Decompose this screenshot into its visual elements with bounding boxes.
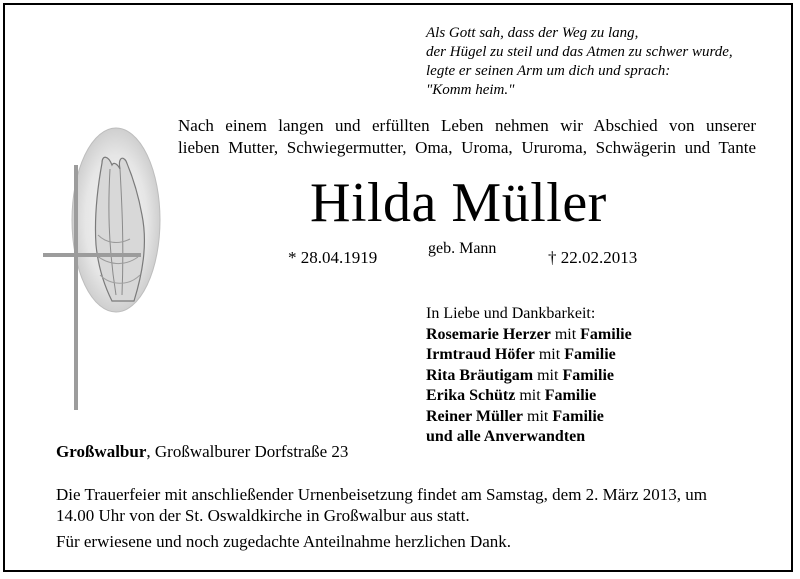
poem	[426, 24, 733, 100]
mourner-family: Familie	[580, 325, 632, 343]
mourner-family: Familie	[552, 407, 604, 425]
mourner-others	[426, 427, 632, 448]
intro-line: Nach einem langen und erfüllten Leben nehmen wir Abschied von unserer	[178, 116, 756, 135]
mourner-mit: mit	[515, 387, 545, 404]
deceased-name: Hilda Müller	[310, 172, 607, 234]
funeral-line: 14.00 Uhr von der St. Oswaldkirche in Großwalbur aus statt.	[56, 506, 470, 525]
intro-line: lieben Mutter, Schwiegermutter, Oma, Uroma, Ururoma, Schwägerin und Tante	[178, 138, 756, 157]
mourner-mit: mit	[533, 366, 563, 384]
mourner-others-text: und alle Anverwandten	[426, 428, 586, 445]
maiden-name: geb. Mann	[428, 240, 497, 257]
funeral-notice	[56, 484, 756, 526]
mourner-row	[426, 366, 632, 387]
praying-hands-artwork	[38, 125, 178, 415]
mourner-name: Rita Bräutigam	[426, 366, 534, 384]
death-date: † 22.02.2013	[548, 248, 638, 267]
mourner-row	[426, 407, 632, 428]
birth-date: * 28.04.1919	[288, 248, 378, 267]
address-street: , Großwalburer Dorfstraße 23	[146, 442, 349, 461]
mourners-heading: In Liebe und Dankbarkeit:	[426, 305, 596, 322]
mourner-mit: mit	[534, 346, 565, 363]
poem-line: Als Gott sah, dass der Weg zu lang,	[426, 25, 639, 41]
address-town: Großwalbur	[56, 442, 147, 461]
mourner-family: Familie	[544, 387, 597, 404]
poem-line: legte er seinen Arm um dich und sprach:	[426, 63, 671, 79]
poem-line: der Hügel zu steil und das Atmen zu schwer wurde,	[426, 44, 733, 60]
funeral-line: Die Trauerfeier mit anschließender Urnenbeisetzung findet am Samstag, dem 2. März 2013, um	[56, 485, 708, 504]
mourner-family: Familie	[564, 346, 616, 363]
mourner-name: Reiner Müller	[426, 407, 524, 425]
mourner-row	[426, 325, 632, 346]
mourner-row	[426, 345, 632, 366]
mourners-list	[426, 304, 632, 448]
mourner-name: Erika Schütz	[426, 387, 516, 404]
mourner-mit: mit	[523, 407, 553, 425]
address	[56, 442, 348, 462]
intro-text	[178, 115, 756, 159]
thanks-note: Für erwiesene und noch zugedachte Anteilnahme herzlichen Dank.	[56, 532, 512, 551]
poem-line: "Komm heim."	[426, 82, 515, 98]
mourner-family: Familie	[562, 366, 614, 384]
mourner-name: Irmtraud Höfer	[426, 346, 535, 363]
mourner-mit: mit	[550, 325, 581, 343]
mourner-name: Rosemarie Herzer	[426, 325, 551, 343]
praying-hands-icon	[72, 128, 160, 312]
mourner-row	[426, 386, 632, 407]
